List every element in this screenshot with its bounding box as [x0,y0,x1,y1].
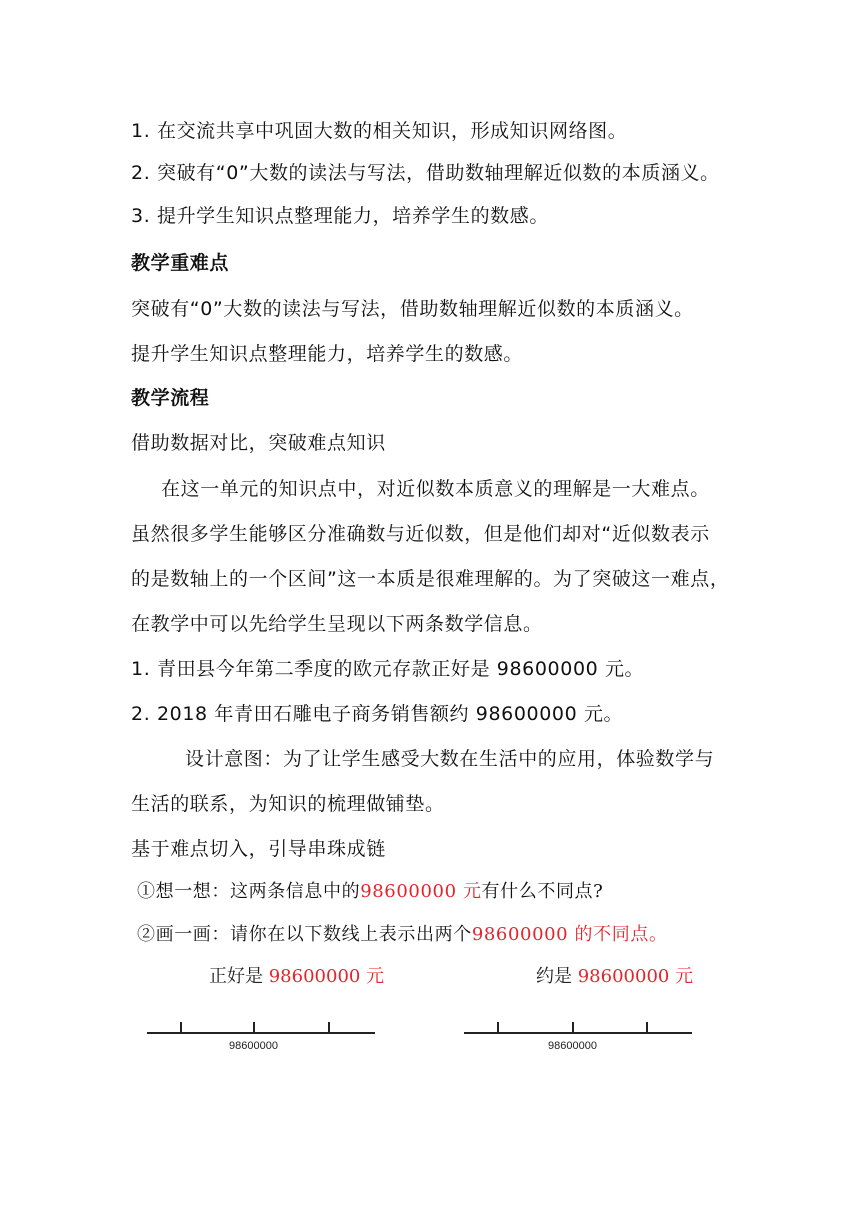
right-caption-red: 98600000 元 [577,966,694,987]
number-line-left-axis [147,1032,375,1034]
number-line-right-label: 98600000 [548,1040,597,1052]
number-line-left [147,1022,377,1062]
left-caption [209,962,384,988]
number-line-left-tick-1 [180,1022,182,1032]
info-1: 1. 青田县今年第二季度的欧元存款正好是 98600000 元。 [131,658,645,680]
question-2-prefix: ②画一画：请你在以下数线上表示出两个 [137,924,472,945]
left-caption-prefix: 正好是 [209,966,263,987]
difficulty-line-2: 提升学生知识点整理能力，培养学生的数感。 [131,343,524,365]
right-caption-prefix: 约是 [536,966,572,987]
difficulty-heading: 教学重难点 [131,252,230,274]
question-1-red: 98600000 元 [360,881,482,902]
section-title-2: 基于难点切入，引导串珠成链 [131,838,386,860]
objective-2: 2. 突破有“0”大数的读法与写法，借助数轴理解近似数的本质涵义。 [131,162,720,184]
question-1-suffix: 有什么不同点? [481,881,604,902]
paragraph-line-4: 在教学中可以先给学生呈现以下两条数学信息。 [131,613,543,635]
question-1-prefix: ①想一想：这两条信息中的 [137,881,361,902]
paragraph-line-3: 的是数轴上的一个区间”这一本质是很难理解的。为了突破这一难点， [131,568,730,590]
number-line-right-tick-1 [497,1022,499,1032]
number-line-right-tick-3 [646,1022,648,1032]
right-caption [536,962,693,988]
design-line-2: 生活的联系，为知识的梳理做铺垫。 [131,793,445,815]
number-line-right-tick-2 [572,1022,574,1032]
question-1 [137,879,603,905]
question-2-red: 98600000 的不同点。 [471,924,668,945]
number-line-right [464,1022,694,1062]
number-line-left-tick-2 [253,1022,255,1032]
number-line-right-axis [464,1032,692,1034]
objective-3: 3. 提升学生知识点整理能力，培养学生的数感。 [131,205,549,227]
objective-1: 1. 在交流共享中巩固大数的相关知识，形成知识网络图。 [131,120,628,142]
info-2: 2. 2018 年青田石雕电子商务销售额约 98600000 元。 [131,703,624,725]
process-heading: 教学流程 [131,387,210,409]
question-2 [137,922,668,948]
paragraph-line-1: 在这一单元的知识点中，对近似数本质意义的理解是一大难点。 [161,478,710,500]
difficulty-line-1: 突破有“0”大数的读法与写法，借助数轴理解近似数的本质涵义。 [131,298,694,320]
paragraph-line-2: 虽然很多学生能够区分准确数与近似数，但是他们却对“近似数表示 [131,523,710,545]
left-caption-red: 98600000 元 [268,966,385,987]
number-line-left-label: 98600000 [229,1040,278,1052]
number-line-left-tick-3 [328,1022,330,1032]
design-line-1: 设计意图：为了让学生感受大数在生活中的应用，体验数学与 [185,748,715,770]
section-title-1: 借助数据对比，突破难点知识 [131,432,386,454]
